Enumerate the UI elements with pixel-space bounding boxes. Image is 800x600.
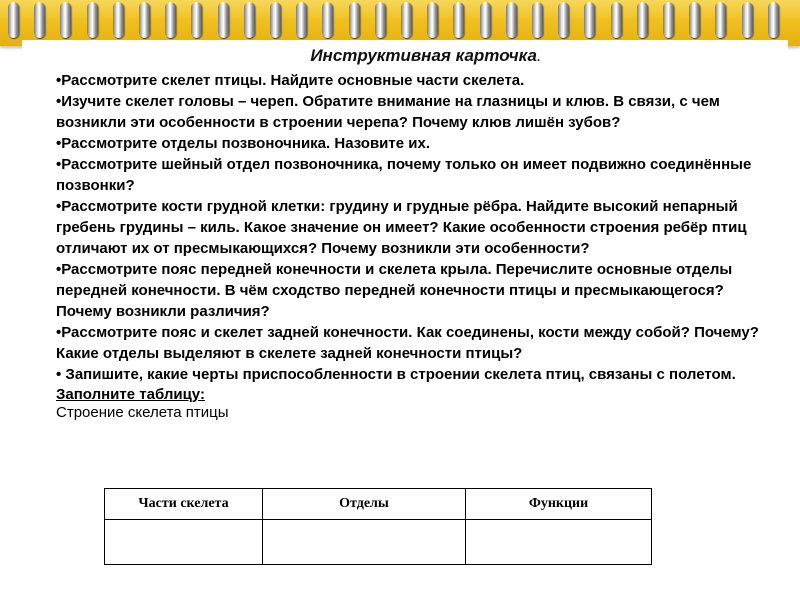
instruction-item: •Рассмотрите пояс передней конечности и скелета крыла. Перечислите основные отделы передней конечности. В чём сходство передней конечности птицы и пресмыкающегося? Почему возникли различия? [56,261,733,320]
table-header-row [105,489,652,520]
instruction-item: •Рассмотрите пояс и скелет задней конечности. Как соединены, кости между собой? Почему? Какие отделы выделяют в скелете задней конечности птицы? [56,324,759,362]
card-title [76,46,776,66]
binding-ring [558,2,569,38]
binding-ring [375,2,386,38]
instruction-item: • Запишите, какие черты приспособленности в строении скелета птиц, связаны с полетом. [56,366,736,383]
binding-ring [218,2,229,38]
binding-ring [715,2,726,38]
instruction-item: •Рассмотрите отделы позвоночника. Назовите их. [56,135,430,152]
table-cell[interactable] [466,520,652,565]
binding-ring [270,2,281,38]
table-row [105,520,652,565]
instruction-item: •Рассмотрите скелет птицы. Найдите основные части скелета. [56,72,525,89]
header-sections: Отделы [263,489,466,520]
instruction-card [56,46,776,422]
binding-ring [637,2,648,38]
binding-ring [34,2,45,38]
binding-ring [480,2,491,38]
skeleton-table [104,488,652,565]
fill-table-label: Заполните таблицу: [56,386,205,403]
table-cell[interactable] [263,520,466,565]
binding-ring [139,2,150,38]
binding-ring [689,2,700,38]
binding-ring [296,2,307,38]
header-skeleton-parts: Части скелета [105,489,263,520]
card-title-text: Инструктивная карточка [310,46,537,65]
binding-ring [742,2,753,38]
binding-ring [506,2,517,38]
binding-ring [611,2,622,38]
instruction-item: •Рассмотрите шейный отдел позвоночника, почему только он имеет подвижно соединённые позвонки? [56,156,752,194]
card-title-dot: . [536,46,542,65]
header-functions: Функции [466,489,652,520]
table-caption: Строение скелета птицы [56,404,229,421]
binding-ring [113,2,124,38]
instruction-item: •Изучите скелет головы – череп. Обратите внимание на глазницы и клюв. В связи, с чем возникли эти особенности в строении черепа? Почему клюв лишён зубов? [56,93,720,131]
instruction-item: •Рассмотрите кости грудной клетки: грудину и грудные рёбра. Найдите высокий непарный гребень грудины – киль. Какое значение он имеет? Какие особенности строения ребёр птиц отличают их от пресмыкающихся? Почему возникли эти особенности? [56,198,747,257]
binding-ring [453,2,464,38]
binding-ring [584,2,595,38]
binding-ring [60,2,71,38]
binding-ring [768,2,779,38]
binding-ring [349,2,360,38]
binding-ring [322,2,333,38]
binding-ring [401,2,412,38]
binding-ring [8,2,19,38]
binding-ring [87,2,98,38]
table-cell[interactable] [105,520,263,565]
binding-ring [244,2,255,38]
binding-ring [427,2,438,38]
binding-ring [663,2,674,38]
binding-ring [532,2,543,38]
binding-ring [191,2,202,38]
binding-ring [165,2,176,38]
